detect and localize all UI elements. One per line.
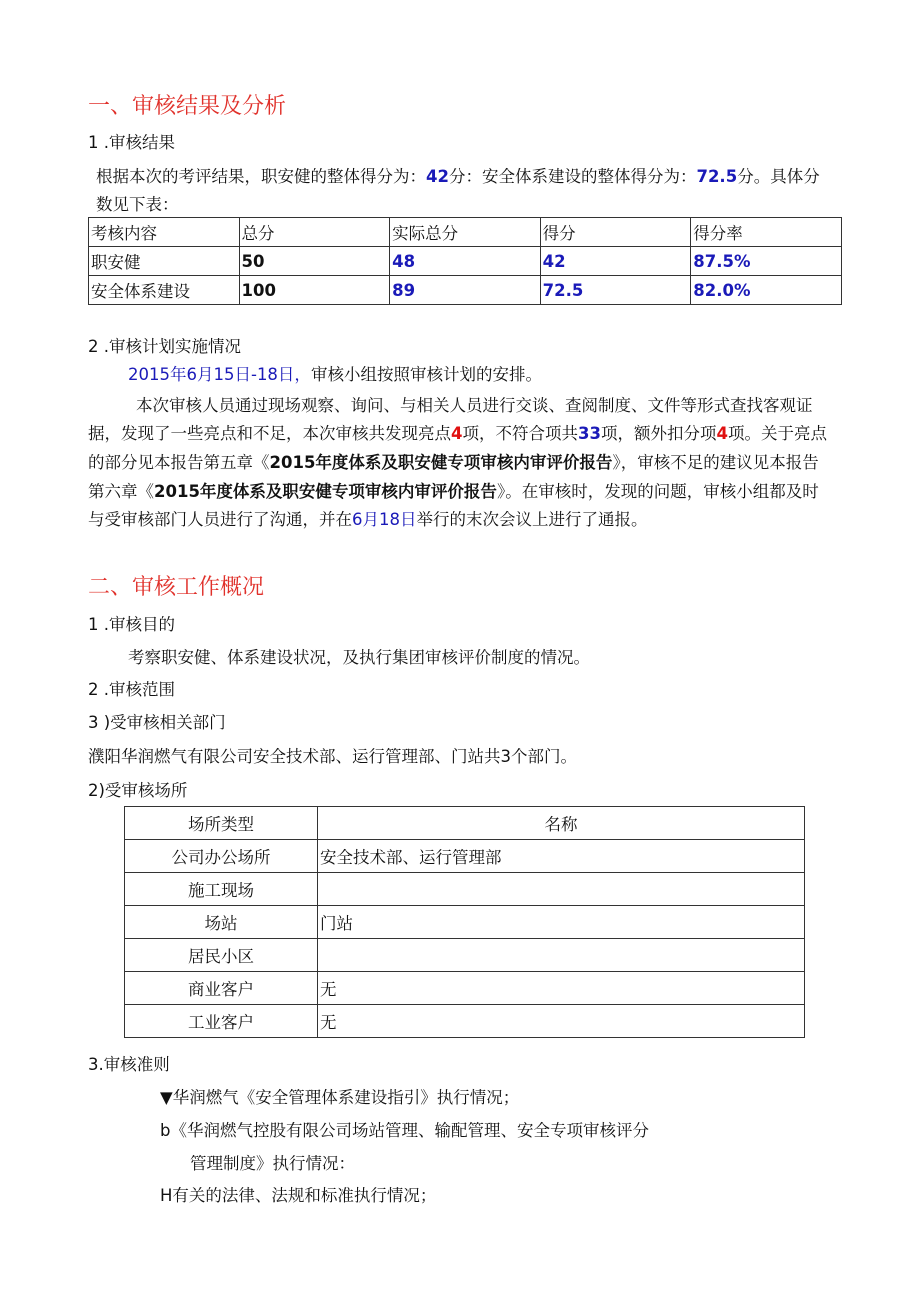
paragraph-line	[96, 166, 820, 188]
header-cell: 得分	[540, 218, 691, 247]
report-title: 2015年度体系及职安健专项审核内审评价报告	[154, 482, 497, 501]
paragraph-line	[88, 423, 827, 445]
header-cell: 场所类型	[125, 807, 318, 840]
text: 分。具体分	[737, 167, 820, 186]
paragraph-line	[88, 509, 648, 531]
text: 》，审核不足的建议见本报告	[612, 453, 819, 472]
cell: 工业客户	[125, 1005, 318, 1038]
score-value: 72.5	[696, 167, 738, 186]
date: 6月18日	[352, 510, 417, 529]
header-cell: 实际总分	[390, 218, 541, 247]
table-header-row	[89, 218, 842, 247]
cell: 87.5%	[691, 247, 842, 276]
header-cell: 得分率	[691, 218, 842, 247]
header-cell: 名称	[318, 807, 805, 840]
cell: 施工现场	[125, 873, 318, 906]
text: 的部分见本报告第五章《	[88, 453, 270, 472]
paragraph-line: 数见下表：	[96, 195, 179, 214]
cell: 42	[540, 247, 691, 276]
cell: 职安健	[89, 247, 240, 276]
count: 33	[577, 424, 601, 443]
paragraph-line: 本次审核人员通过现场观察、询问、与相关人员进行交谈、查阅制度、文件等形式查找客观证	[136, 396, 813, 415]
table-row	[125, 873, 805, 906]
header-cell: 考核内容	[89, 218, 240, 247]
text: 第六章《	[88, 482, 154, 501]
paragraph-line: 濮阳华润燃气有限公司安全技术部、运行管理部、门站共3个部门。	[88, 747, 577, 766]
table-row	[125, 906, 805, 939]
cell: 89	[390, 276, 541, 305]
text: 根据本次的考评结果，职安健的整体得分为：	[96, 167, 426, 186]
cell: 安全技术部、运行管理部	[318, 840, 805, 873]
subheading-plan: 2 .审核计划实施情况	[88, 337, 241, 356]
criteria-item: ▼华润燃气《安全管理体系建设指引》执行情况；	[160, 1088, 520, 1107]
cell: 公司办公场所	[125, 840, 318, 873]
paragraph-line: 考察职安健、体系建设状况，及执行集团审核评价制度的情况。	[128, 648, 590, 667]
score-value: 42	[426, 167, 449, 186]
header-cell: 总分	[239, 218, 390, 247]
cell	[318, 873, 805, 906]
cell: 无	[318, 1005, 805, 1038]
cell: 居民小区	[125, 939, 318, 972]
table-row	[89, 276, 842, 305]
cell: 82.0%	[691, 276, 842, 305]
cell: 门站	[318, 906, 805, 939]
subheading-departments: 3 )受审核相关部门	[88, 713, 226, 732]
table-row	[125, 840, 805, 873]
report-title: 2015年度体系及职安健专项审核内审评价报告	[269, 453, 613, 472]
paragraph-line	[88, 481, 819, 503]
cell: 安全体系建设	[89, 276, 240, 305]
table-header-row	[125, 807, 805, 840]
subheading-criteria: 3.审核准则	[88, 1055, 170, 1074]
text: 分：安全体系建设的整体得分为：	[448, 167, 697, 186]
sites-table	[124, 806, 805, 1038]
cell: 72.5	[540, 276, 691, 305]
cell	[318, 939, 805, 972]
criteria-item: H有关的法律、法规和标准执行情况；	[160, 1186, 437, 1205]
subheading-scope: 2 .审核范围	[88, 680, 175, 699]
date-line	[128, 364, 542, 386]
criteria-item: b《华润燃气控股有限公司场站管理、输配管理、安全专项审核评分	[160, 1121, 649, 1140]
text: 》。在审核时，发现的问题，审核小组都及时	[496, 482, 819, 501]
cell: 无	[318, 972, 805, 1005]
cell: 商业客户	[125, 972, 318, 1005]
table-row	[125, 939, 805, 972]
cell: 50	[239, 247, 390, 276]
paragraph-line	[88, 452, 819, 474]
section-2-heading: 二、审核工作概况	[88, 575, 265, 600]
criteria-item-continued: 管理制度》执行情况：	[190, 1154, 355, 1173]
table-row	[89, 247, 842, 276]
table-row	[125, 972, 805, 1005]
text: 项，不符合项共	[462, 424, 578, 443]
subheading-purpose: 1 .审核目的	[88, 615, 175, 634]
text: 项，额外扣分项	[600, 424, 717, 443]
cell: 100	[239, 276, 390, 305]
count: 4	[451, 424, 463, 443]
table-row	[125, 1005, 805, 1038]
text: 举行的末次会议上进行了通报。	[416, 510, 648, 529]
section-1-heading: 一、审核结果及分析	[88, 94, 287, 119]
text: 据，发现了一些亮点和不足，本次审核共发现亮点	[88, 424, 451, 443]
cell: 场站	[125, 906, 318, 939]
cell: 48	[390, 247, 541, 276]
date-range: 2015年6月15日-18日，	[128, 365, 311, 384]
score-table	[88, 217, 842, 305]
subheading-sites: 2)受审核场所	[88, 781, 188, 800]
text: 项。关于亮点	[727, 424, 827, 443]
count: 4	[716, 424, 728, 443]
text: 审核小组按照审核计划的安排。	[310, 365, 542, 384]
text: 与受审核部门人员进行了沟通，并在	[88, 510, 352, 529]
subheading-audit-result: 1 .审核结果	[88, 133, 175, 152]
